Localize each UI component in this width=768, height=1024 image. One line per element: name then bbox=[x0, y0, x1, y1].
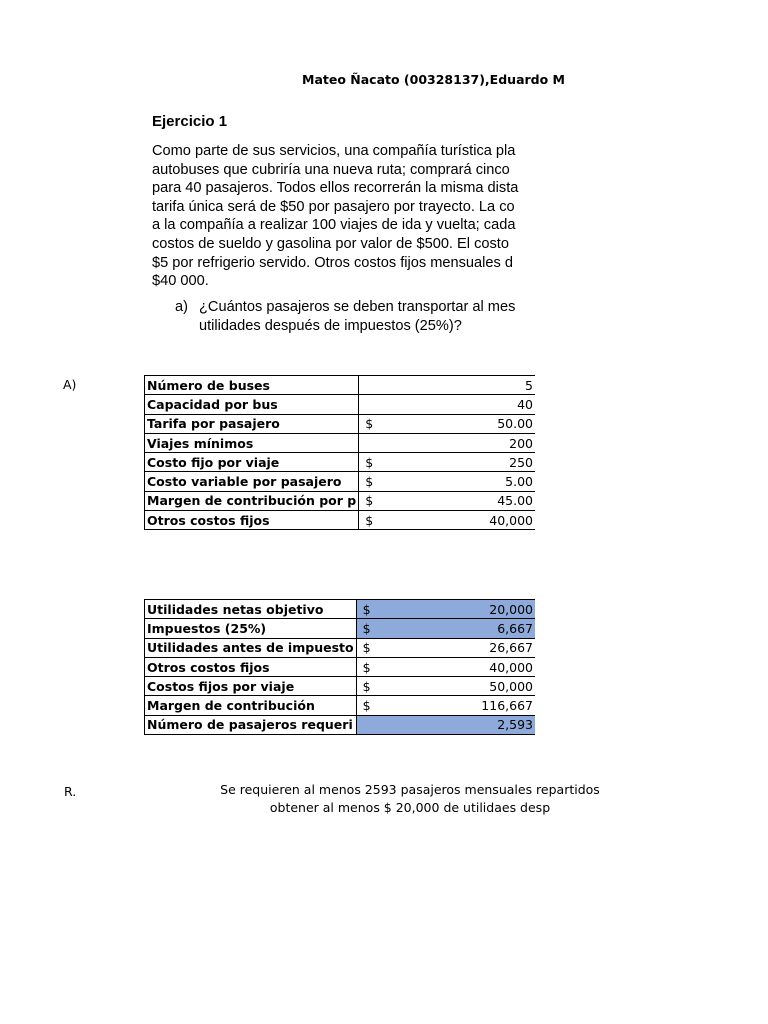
authors-header: Mateo Ñacato (00328137),Eduardo M bbox=[302, 72, 565, 87]
table-row bbox=[145, 433, 536, 452]
problem-statement bbox=[152, 142, 752, 291]
row-label-cell[interactable]: Capacidad por bus bbox=[145, 395, 359, 414]
table-row bbox=[145, 657, 536, 676]
row-value-cell[interactable] bbox=[356, 696, 535, 715]
problem-line: costos de sueldo y gasolina por valor de $500. El costo bbox=[152, 235, 509, 252]
table-row bbox=[145, 472, 536, 491]
cell-value: 116,667 bbox=[481, 698, 533, 714]
row-label-cell[interactable]: Otros costos fijos bbox=[145, 511, 359, 530]
problem-line: Como parte de sus servicios, una compañía turística pla bbox=[152, 143, 516, 159]
row-value-cell[interactable] bbox=[359, 491, 535, 510]
row-value-cell[interactable] bbox=[356, 657, 535, 676]
table-row bbox=[145, 715, 536, 734]
problem-line: tarifa única será de $50 por pasajero por trayecto. La co bbox=[152, 198, 515, 215]
cell-value: 250 bbox=[509, 454, 533, 470]
row-label-cell[interactable]: Otros costos fijos bbox=[145, 657, 357, 676]
cell-value: 40,000 bbox=[489, 659, 533, 675]
response-line-2: obtener al menos $ 20,000 de utilidaes desp bbox=[269, 800, 551, 815]
cell-value: 45.00 bbox=[497, 493, 533, 509]
question-line-1: ¿Cuántos pasajeros se deben transportar al mes bbox=[199, 299, 516, 315]
table-row bbox=[145, 395, 536, 414]
row-value-cell[interactable] bbox=[356, 677, 535, 696]
problem-line: autobuses que cubriría una nueva ruta; comprará cinco bbox=[152, 161, 510, 178]
section-a-label: A) bbox=[63, 377, 77, 392]
row-label-cell[interactable]: Utilidades netas objetivo bbox=[145, 600, 357, 619]
table-row bbox=[145, 491, 536, 510]
cell-value: 26,667 bbox=[489, 640, 533, 656]
currency-symbol: $ bbox=[362, 640, 371, 656]
cell-value: 5.00 bbox=[505, 474, 533, 490]
currency-symbol: $ bbox=[365, 474, 374, 490]
cell-value: 2,593 bbox=[497, 717, 533, 733]
row-value-cell[interactable] bbox=[359, 472, 535, 491]
row-label-cell[interactable]: Costos fijos por viaje bbox=[145, 677, 357, 696]
row-label-cell[interactable]: Margen de contribución bbox=[145, 696, 357, 715]
row-value-cell[interactable] bbox=[359, 376, 535, 395]
row-value-cell[interactable] bbox=[356, 715, 535, 734]
currency-symbol: $ bbox=[362, 659, 371, 675]
question-line-2: utilidades después de impuestos (25%)? bbox=[199, 317, 462, 334]
cell-value: 50.00 bbox=[497, 416, 533, 432]
row-label-cell[interactable]: Viajes mínimos bbox=[145, 433, 359, 452]
row-value-cell[interactable] bbox=[359, 414, 535, 433]
response-text bbox=[150, 781, 670, 817]
row-value-cell[interactable] bbox=[359, 433, 535, 452]
row-value-cell[interactable] bbox=[356, 600, 535, 619]
question-a bbox=[175, 298, 515, 335]
problem-line: $40 000. bbox=[152, 273, 209, 290]
currency-symbol: $ bbox=[365, 512, 374, 528]
currency-symbol: $ bbox=[365, 454, 374, 470]
table-row bbox=[145, 376, 536, 395]
problem-line: a la compañía a realizar 100 viajes de ida y vuelta; cada bbox=[152, 217, 516, 234]
currency-symbol: $ bbox=[365, 416, 374, 432]
problem-line: $5 por refrigerio servido. Otros costos fijos mensuales d bbox=[152, 254, 513, 271]
parameters-table bbox=[144, 375, 535, 530]
currency-symbol: $ bbox=[362, 678, 371, 694]
row-value-cell[interactable] bbox=[356, 619, 535, 638]
row-label-cell[interactable]: Costo variable por pasajero bbox=[145, 472, 359, 491]
table-row bbox=[145, 638, 536, 657]
cell-value: 40 bbox=[517, 396, 533, 412]
problem-line: para 40 pasajeros. Todos ellos recorrerán la misma dista bbox=[152, 180, 519, 197]
results-table bbox=[144, 599, 535, 735]
table-row bbox=[145, 414, 536, 433]
question-label: a) bbox=[175, 299, 188, 315]
currency-symbol: $ bbox=[365, 493, 374, 509]
table-row bbox=[145, 619, 536, 638]
cell-value: 200 bbox=[509, 435, 533, 451]
row-label-cell[interactable]: Número de buses bbox=[145, 376, 359, 395]
table-row bbox=[145, 511, 536, 530]
response-line-1: Se requieren al menos 2593 pasajeros mensuales repartidos bbox=[220, 782, 600, 797]
table-row bbox=[145, 696, 536, 715]
currency-symbol: $ bbox=[362, 620, 371, 636]
cell-value: 50,000 bbox=[489, 678, 533, 694]
row-label-cell[interactable]: Costo fijo por viaje bbox=[145, 453, 359, 472]
currency-symbol: $ bbox=[362, 698, 371, 714]
row-label-cell[interactable]: Utilidades antes de impuesto bbox=[145, 638, 357, 657]
cell-value: 5 bbox=[525, 377, 533, 393]
table-row bbox=[145, 453, 536, 472]
row-value-cell[interactable] bbox=[359, 395, 535, 414]
exercise-title: Ejercicio 1 bbox=[152, 113, 228, 130]
row-label-cell[interactable]: Margen de contribución por p bbox=[145, 491, 359, 510]
currency-symbol: $ bbox=[362, 601, 371, 617]
row-label-cell[interactable]: Número de pasajeros requeri bbox=[145, 715, 357, 734]
row-value-cell[interactable] bbox=[356, 638, 535, 657]
row-value-cell[interactable] bbox=[359, 453, 535, 472]
row-value-cell[interactable] bbox=[359, 511, 535, 530]
response-label: R. bbox=[64, 784, 77, 799]
cell-value: 6,667 bbox=[497, 620, 533, 636]
row-label-cell[interactable]: Tarifa por pasajero bbox=[145, 414, 359, 433]
cell-value: 20,000 bbox=[489, 601, 533, 617]
table-row bbox=[145, 600, 536, 619]
row-label-cell[interactable]: Impuestos (25%) bbox=[145, 619, 357, 638]
cell-value: 40,000 bbox=[489, 512, 533, 528]
table-row bbox=[145, 677, 536, 696]
